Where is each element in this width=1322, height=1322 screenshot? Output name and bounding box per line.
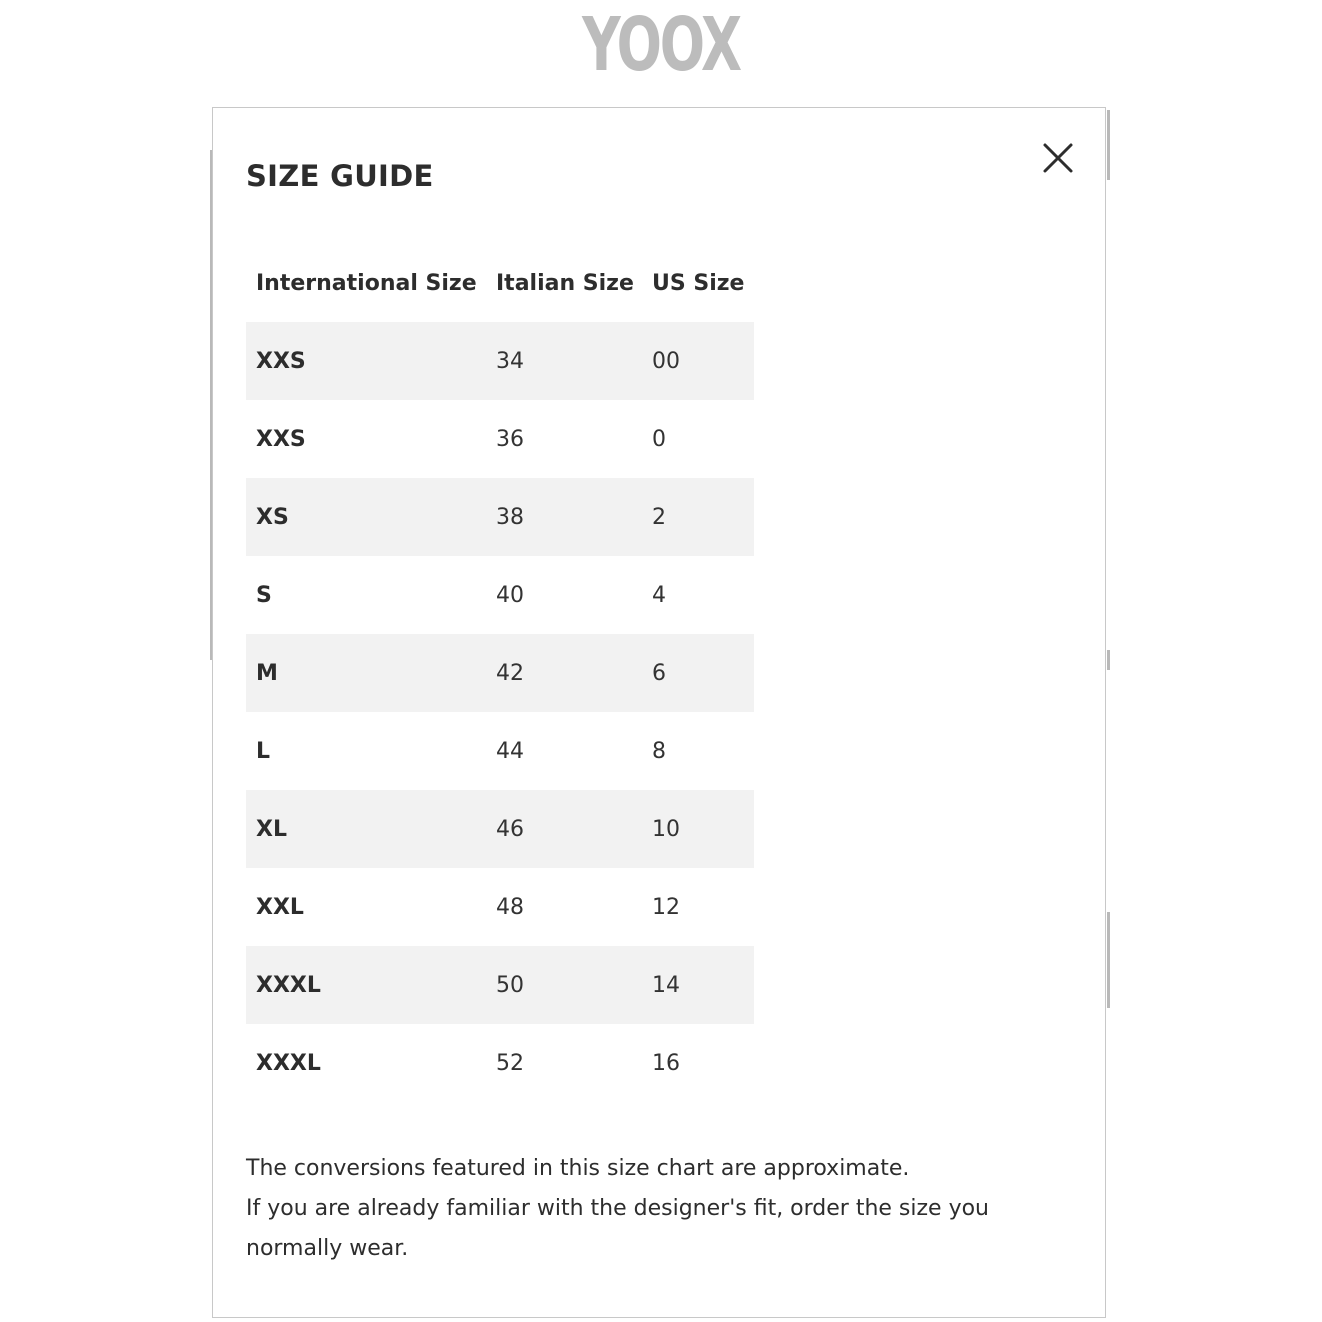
international-size-cell: XL [256,816,287,842]
backdrop-edge-right-mark [1107,650,1110,670]
close-button[interactable] [1038,138,1078,178]
italian-size-cell: 36 [496,426,524,452]
table-row [246,322,754,400]
international-size-cell: XXXL [256,972,321,998]
international-size-cell: XXL [256,894,304,920]
size-note [246,1149,1076,1269]
backdrop-edge-right-scroll [1107,912,1110,1008]
size-table [246,244,754,1102]
table-row [246,790,754,868]
table-row [246,868,754,946]
us-size-cell: 12 [652,894,680,920]
header-us-size: US Size [652,270,745,296]
us-size-cell: 2 [652,504,666,530]
size-guide-modal [212,107,1106,1318]
international-size-cell: S [256,582,272,608]
note-line-fit-advice: If you are already familiar with the designer's fit, order the size you normally wear. [246,1196,990,1261]
modal-title: SIZE GUIDE [246,159,434,193]
table-row [246,946,754,1024]
italian-size-cell: 40 [496,582,524,608]
international-size-cell: L [256,738,271,764]
table-row [246,556,754,634]
us-size-cell: 00 [652,348,680,374]
us-size-cell: 10 [652,816,680,842]
us-size-cell: 14 [652,972,680,998]
yoox-logo[interactable]: YOOX [582,2,740,88]
table-row [246,634,754,712]
note-line-approximate: The conversions featured in this size chart are approximate. [246,1156,910,1181]
close-icon [1038,138,1078,178]
international-size-cell: XXXL [256,1050,321,1076]
italian-size-cell: 48 [496,894,524,920]
us-size-cell: 4 [652,582,666,608]
italian-size-cell: 38 [496,504,524,530]
international-size-cell: XXS [256,426,306,452]
us-size-cell: 8 [652,738,666,764]
header-international-size: International Size [256,270,477,296]
table-row [246,400,754,478]
italian-size-cell: 46 [496,816,524,842]
italian-size-cell: 34 [496,348,524,374]
table-row [246,712,754,790]
us-size-cell: 16 [652,1050,680,1076]
header-italian-size: Italian Size [496,270,634,296]
italian-size-cell: 52 [496,1050,524,1076]
table-header-row [246,244,754,322]
international-size-cell: XXS [256,348,306,374]
backdrop-edge-right [1107,110,1110,180]
table-row [246,478,754,556]
italian-size-cell: 42 [496,660,524,686]
italian-size-cell: 50 [496,972,524,998]
international-size-cell: M [256,660,278,686]
us-size-cell: 6 [652,660,666,686]
italian-size-cell: 44 [496,738,524,764]
international-size-cell: XS [256,504,289,530]
table-row [246,1024,754,1102]
us-size-cell: 0 [652,426,666,452]
